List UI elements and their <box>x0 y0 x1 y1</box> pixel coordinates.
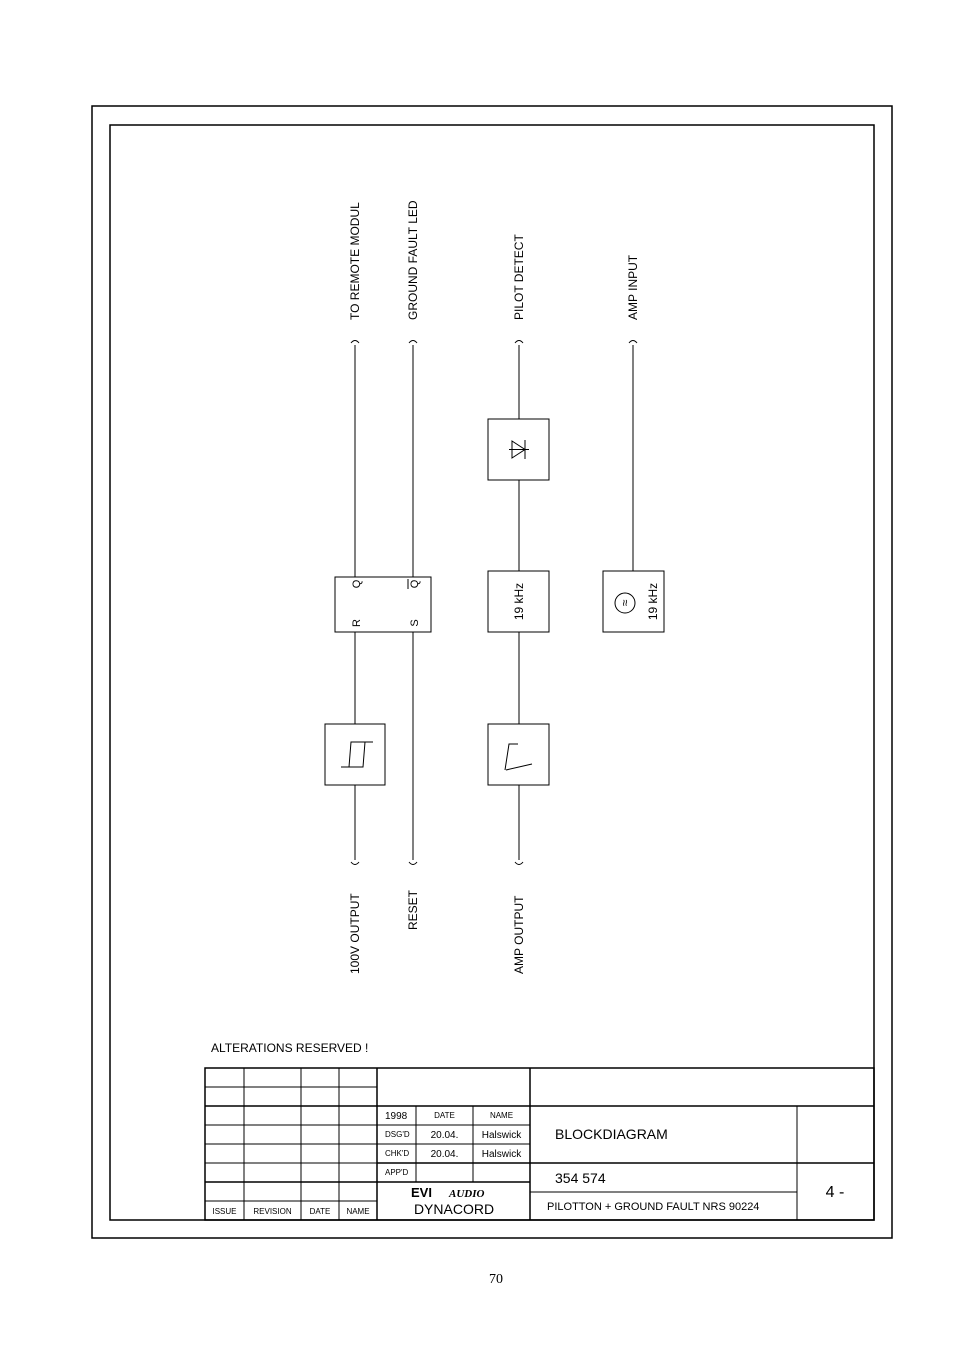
flipflop-q: Q <box>351 579 363 589</box>
company-audio: AUDIO <box>449 1188 485 1200</box>
tb-chkd-date: 20.04. <box>430 1149 459 1160</box>
oscillator-label: 19 kHz <box>646 582 660 621</box>
tb-name-header: NAME <box>489 1111 514 1120</box>
flipflop-s: S <box>409 619 421 627</box>
flipflop-qbar: Q <box>409 579 421 589</box>
tb-chkd: CHK'D <box>385 1149 410 1158</box>
tb-chkd-name: Halswick <box>481 1149 522 1160</box>
company-dynacord: DYNACORD <box>413 1201 495 1217</box>
schmitt-trigger-block <box>325 724 385 785</box>
tb-year: 1998 <box>385 1111 408 1122</box>
detector-block <box>488 419 549 480</box>
oscillator-block <box>603 571 664 632</box>
tb-appd: APP'D <box>385 1168 409 1177</box>
label-to-remote-modul: TO REMOTE MODUL <box>348 202 362 320</box>
tb-issue: ISSUE <box>212 1207 237 1216</box>
tb-date-header: DATE <box>434 1111 455 1120</box>
title-block <box>205 1068 874 1220</box>
drawing-number: 354 574 <box>555 1170 606 1186</box>
signal-chain-amp-input <box>629 341 637 572</box>
label-ground-fault-led: GROUND FAULT LED <box>406 200 420 320</box>
label-100v-output: 100V OUTPUT <box>348 893 362 974</box>
bandpass-filter-block <box>488 571 549 632</box>
drawing-title: BLOCKDIAGRAM <box>555 1126 668 1142</box>
flipflop-r: R <box>351 619 363 627</box>
slope-block <box>488 724 549 785</box>
page-number: 70 <box>489 1272 503 1287</box>
tb-dsgd-name: Halswick <box>481 1130 522 1141</box>
sheet-number: 4 - <box>825 1184 845 1201</box>
filter-label: 19 kHz <box>512 582 526 621</box>
inner-frame <box>110 125 874 1220</box>
label-pilot-detect: PILOT DETECT <box>512 234 526 320</box>
tb-name: NAME <box>346 1207 370 1216</box>
oscillator-symbol: ≈ <box>618 599 632 607</box>
label-amp-input: AMP INPUT <box>626 254 640 320</box>
alterations-note: ALTERATIONS RESERVED ! <box>211 1041 369 1055</box>
flipflop-block <box>335 577 431 632</box>
label-amp-output: AMP OUTPUT <box>512 895 526 974</box>
tb-dsgd: DSG'D <box>385 1130 410 1139</box>
tb-revision: REVISION <box>253 1207 292 1216</box>
label-reset: RESET <box>406 889 420 930</box>
drawing-subtitle: PILOTTON + GROUND FAULT NRS 90224 <box>547 1201 760 1213</box>
tb-date: DATE <box>309 1207 331 1216</box>
company-evi: EVI <box>411 1185 432 1200</box>
tb-dsgd-date: 20.04. <box>430 1130 459 1141</box>
